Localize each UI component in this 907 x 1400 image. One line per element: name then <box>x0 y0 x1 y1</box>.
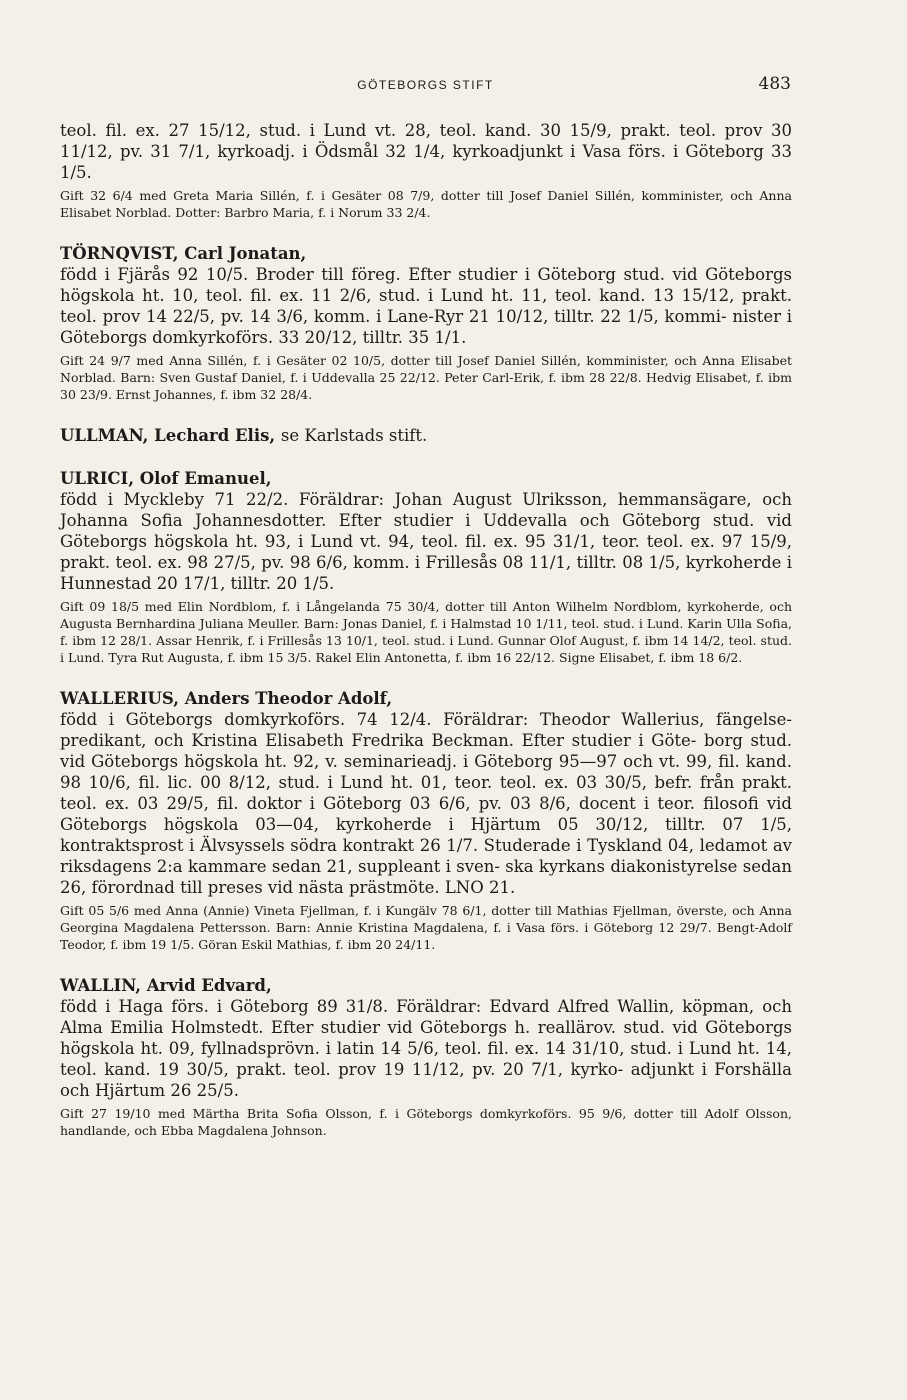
entry-main-text: teol. fil. ex. 27 15/12, stud. i Lund vt. 28, teol. kand. 30 15/9, prakt. teol. prov 30 11/12, pv. 31 7/1, kyrkoadj. i Ödsmål 32 1/4, kyrkoadjunkt i Vasa förs. i Göteborg 33 1/5. <box>60 121 792 182</box>
page-body <box>60 120 792 1139</box>
entry-wallerius <box>60 688 792 953</box>
entry-family-text: Gift 05 5/6 med Anna (Annie) Vineta Fjellman, f. i Kungälv 78 6/1, dotter till Mathias Fjellman, överste, och Anna Georgina Magdalena Pettersson. Barn: Annie Kristina Magdalena, f. i Vasa förs. i Göteborg 12 29/7. Bengt-Adolf Teodor, f. ibm 19 1/5. Göran Eskil Mathias, f. ibm 20 24/11. <box>60 903 792 952</box>
entry-continued <box>60 120 792 221</box>
entry-main-text: född i Myckleby 71 22/2. Föräldrar: Johan August Ulriksson, hemmansägare, och Johanna Sofia Johannesdotter. Efter studier i Uddevalla och Göteborg stud. vid Göteborgs högskola ht. 93, i Lund vt. 94, teol. fil. ex. 95 31/1, teor. teol. ex. 97 15/9, prakt. teol. ex. 98 27/5, pv. 98 6/6, komm. i Frillesås 08 11/1, tilltr. 08 1/5, kyrkoherde i Hunnestad 20 17/1, tilltr. 20 1/5. <box>60 490 792 593</box>
entry-main-text: född i Göteborgs domkyrkoförs. 74 12/4. Föräldrar: Theodor Wallerius, fängelse- predikant, och Kristina Elisabeth Fredrika Beckman. Efter studier i Göte- borg stud. vid Göteborgs högskola ht. 92, v. seminarieadj. i Göteborg 95—97 och vt. 99, fil. kand. 98 10/6, fil. lic. 00 8/12, stud. i Lund ht. 01, teor. teol. ex. 03 30/5, befr. från prakt. teol. ex. 03 29/5, fil. doktor i Göteborg 03 6/6, pv. 03 8/6, docent i teor. filosofi vid Göteborgs högskola 03—04, kyrkoherde i Hjärtum 05 30/12, tilltr. 07 1/5, kontraktsprost i Älvsyssels södra kontrakt 26 1/7. Studerade i Tyskland 04, ledamot av riksdagens 2:a kammare sedan 21, suppleant i sven- ska kyrkans diakonistyrelse sedan 26, förordnad till preses vid nästa prästmöte. LNO 21. <box>60 710 792 897</box>
entry-name: TÖRNQVIST, Carl Jonatan, <box>60 244 307 263</box>
entry-cross-reference: se Karlstads stift. <box>280 426 428 445</box>
entry-main-text: född i Haga förs. i Göteborg 89 31/8. Föräldrar: Edvard Alfred Wallin, köpman, och Alma Emilia Holmstedt. Efter studier vid Göteborgs h. reallärov. stud. vid Göteborgs högskola ht. 09, fyllnadsprövn. i latin 14 5/6, teol. fil. ex. 14 31/10, stud. i Lund ht. 14, teol. kand. 19 30/5, prakt. teol. prov 19 11/12, pv. 20 7/1, kyrko- adjunkt i Forshälla och Hjärtum 26 25/5. <box>60 997 792 1100</box>
entry-name: WALLERIUS, Anders Theodor Adolf, <box>60 689 393 708</box>
entry-ulrici <box>60 468 792 666</box>
entry-family-text: Gift 27 19/10 med Märtha Brita Sofia Olsson, f. i Göteborgs domkyrkoförs. 95 9/6, dotter till Adolf Olsson, handlande, och Ebba Magdalena Johnson. <box>60 1106 792 1138</box>
entry-name: ULLMAN, Lechard Elis, <box>60 426 276 445</box>
page-number: 483 <box>758 74 791 94</box>
entry-name-line <box>60 425 792 446</box>
entry-family-text: Gift 32 6/4 med Greta Maria Sillén, f. i Gesäter 08 7/9, dotter till Josef Daniel Sillén, komminister, och Anna Elisabet Norblad. Dotter: Barbro Maria, f. i Norum 33 2/4. <box>60 188 792 220</box>
entry-family-text: Gift 24 9/7 med Anna Sillén, f. i Gesäter 02 10/5, dotter till Josef Daniel Sillén, komminister, och Anna Elisabet Norblad. Barn: Sven Gustaf Daniel, f. i Uddevalla 25 22/12. Peter Carl-Erik, f. ibm 28 22/8. Hedvig Elisabet, f. ibm 30 23/9. Ernst Johannes, f. ibm 32 28/4. <box>60 353 792 402</box>
entry-wallin <box>60 975 792 1139</box>
running-header <box>60 74 791 98</box>
entry-family-text: Gift 09 18/5 med Elin Nordblom, f. i Långelanda 75 30/4, dotter till Anton Wilhelm Nordblom, kyrkoherde, och Augusta Bernhardina Juliana Meuller. Barn: Jonas Daniel, f. i Halmstad 10 1/11, teol. stud. i Lund. Karin Ulla Sofia, f. ibm 12 28/1. Assar Henrik, f. i Frillesås 13 10/1, teol. stud. i Lund. Gunnar Olof August, f. ibm 14 14/2, teol. stud. i Lund. Tyra Rut Augusta, f. ibm 15 3/5. Rakel Elin Antonetta, f. ibm 16 22/12. Signe Elisabet, f. ibm 18 6/2. <box>60 599 792 665</box>
entry-name: ULRICI, Olof Emanuel, <box>60 469 272 488</box>
header-title: GÖTEBORGS STIFT <box>357 78 494 92</box>
entry-main-text: född i Fjärås 92 10/5. Broder till föreg. Efter studier i Göteborg stud. vid Göteborgs högskola ht. 10, teol. fil. ex. 11 2/6, stud. i Lund ht. 11, teol. kand. 13 15/12, prakt. teol. prov 14 22/5, pv. 14 3/6, komm. i Lane-Ryr 21 10/12, tilltr. 22 1/5, kommi- nister i Göteborgs domkyrkoförs. 33 20/12, tilltr. 35 1/1. <box>60 265 792 347</box>
entry-ullman <box>60 425 792 446</box>
entry-tornqvist <box>60 243 792 403</box>
entry-name: WALLIN, Arvid Edvard, <box>60 976 272 995</box>
